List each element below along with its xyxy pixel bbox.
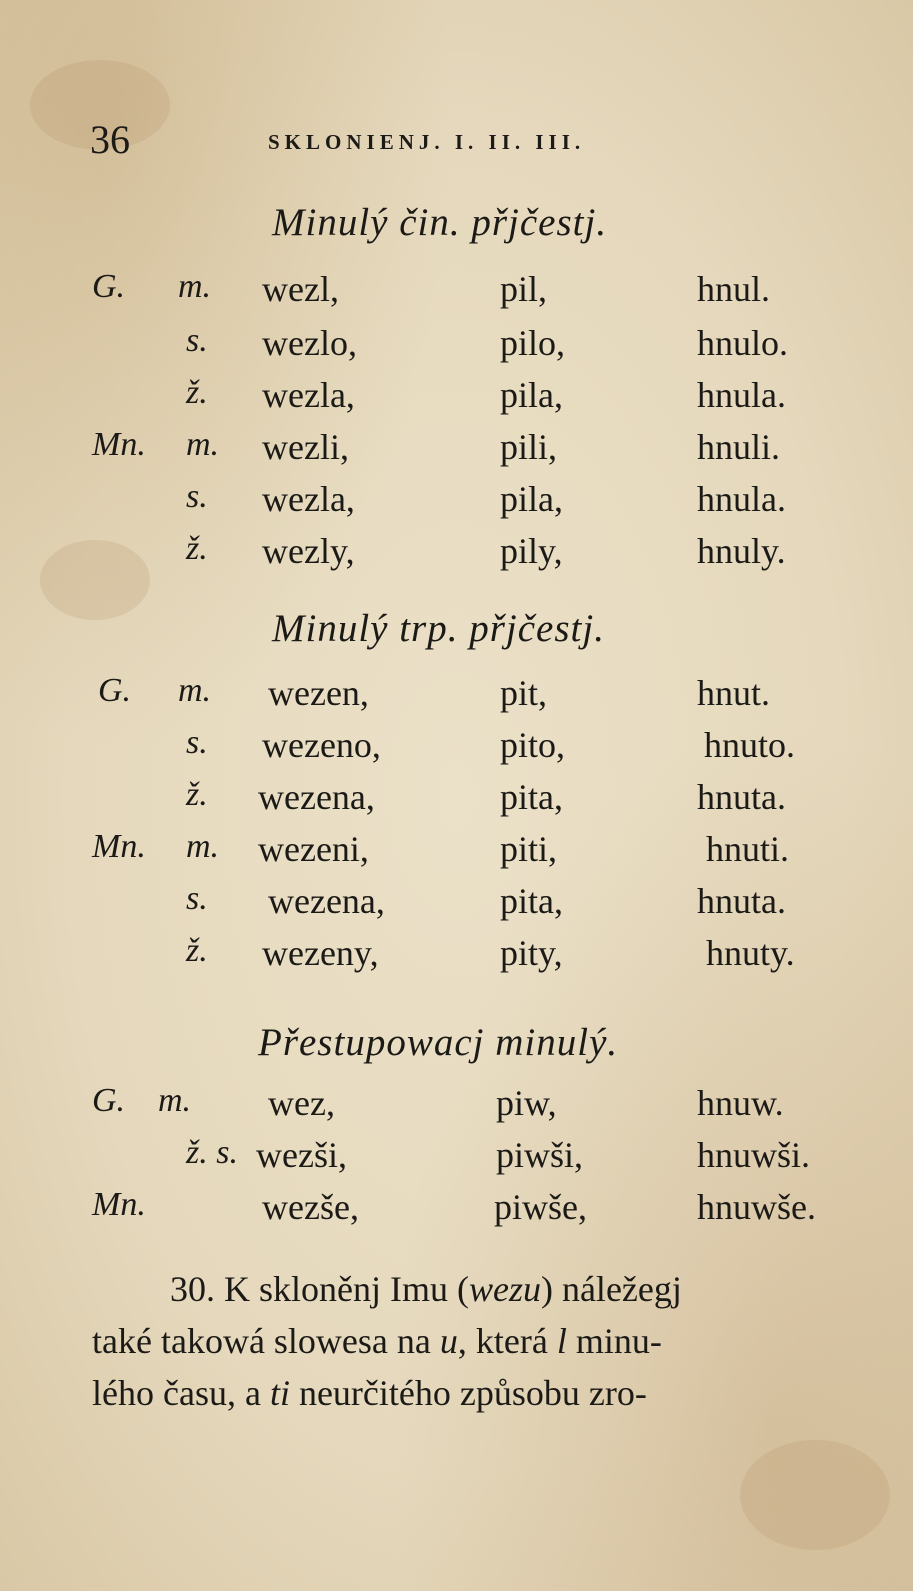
gender-label: m. bbox=[186, 828, 220, 865]
table-row bbox=[0, 530, 913, 582]
form-hnu: hnula. bbox=[697, 375, 786, 415]
table-row bbox=[0, 724, 913, 776]
section-title: Minulý čin. přjčestj. bbox=[272, 201, 608, 244]
table-row bbox=[0, 776, 913, 828]
section-title: Přestupowacj minulý. bbox=[258, 1021, 619, 1064]
table-row bbox=[0, 1134, 913, 1186]
gender-label: m. bbox=[178, 268, 212, 305]
form-hnu: hnuwše. bbox=[697, 1187, 816, 1227]
form-piti: pilo, bbox=[500, 323, 566, 363]
form-wezu: wezše, bbox=[262, 1187, 359, 1227]
table-row bbox=[0, 1082, 913, 1134]
paragraph-text: neurčitého způsobu zro- bbox=[289, 1373, 647, 1413]
gender-label: ž. bbox=[186, 530, 208, 567]
form-piti: pit, bbox=[500, 673, 548, 713]
gender-label: ž. bbox=[186, 374, 208, 411]
gender-label: s. bbox=[186, 478, 208, 515]
section-title: Minulý trp. přjčestj. bbox=[272, 607, 605, 650]
page-number: 36 bbox=[90, 117, 130, 162]
paragraph-text: lého času, a bbox=[92, 1373, 270, 1413]
number-label: Mn. bbox=[92, 426, 146, 463]
form-hnu: hnuto. bbox=[704, 725, 796, 765]
paragraph-text: minu- bbox=[566, 1321, 662, 1361]
gender-label: m. bbox=[186, 426, 220, 463]
form-wezu: wezeni, bbox=[258, 829, 369, 869]
table-row bbox=[0, 426, 913, 478]
form-hnu: hnuta. bbox=[697, 881, 786, 921]
number-label: Mn. bbox=[92, 828, 146, 865]
form-wezu: wezly, bbox=[262, 531, 355, 571]
table-row bbox=[0, 880, 913, 932]
gender-label: s. bbox=[186, 880, 208, 917]
form-piti: piti, bbox=[500, 829, 558, 869]
form-piti: pila, bbox=[500, 375, 563, 415]
form-wezu: wezla, bbox=[262, 479, 355, 519]
form-piti: pita, bbox=[500, 881, 563, 921]
table-row bbox=[0, 1186, 913, 1238]
form-piti: pito, bbox=[500, 725, 566, 765]
gender-label: ž. s. bbox=[186, 1134, 238, 1171]
form-piti: pila, bbox=[500, 479, 563, 519]
form-wezu: wezeny, bbox=[262, 933, 379, 973]
form-hnu: hnul. bbox=[697, 269, 771, 309]
gender-label: s. bbox=[186, 322, 208, 359]
paragraph-text: ) náležegj bbox=[540, 1269, 682, 1309]
number-label: G. bbox=[92, 268, 126, 305]
gender-label: m. bbox=[178, 672, 212, 709]
form-hnu: hnut. bbox=[697, 673, 771, 713]
running-head: SKLONIENJ. I. II. III. bbox=[268, 130, 586, 154]
gender-label: s. bbox=[186, 724, 208, 761]
table-row bbox=[0, 268, 913, 320]
form-piti: pil, bbox=[500, 269, 548, 309]
gender-label: ž. bbox=[186, 932, 208, 969]
form-wezu: wezla, bbox=[262, 375, 355, 415]
number-label: G. bbox=[92, 1082, 126, 1119]
form-piti: pity, bbox=[500, 933, 563, 973]
table-row bbox=[0, 322, 913, 374]
form-wezu: wez, bbox=[268, 1083, 335, 1123]
form-piti: pita, bbox=[500, 777, 563, 817]
form-hnu: hnuli. bbox=[697, 427, 781, 467]
form-hnu: hnuly. bbox=[697, 531, 786, 571]
form-piti: pili, bbox=[500, 427, 558, 467]
form-hnu: hnula. bbox=[697, 479, 786, 519]
paragraph-line bbox=[92, 1372, 850, 1414]
form-wezu: wezlo, bbox=[262, 323, 357, 363]
form-wezu: wezena, bbox=[268, 881, 385, 921]
paragraph-italic: u bbox=[439, 1321, 458, 1361]
form-hnu: hnulo. bbox=[697, 323, 789, 363]
form-hnu: hnuti. bbox=[706, 829, 790, 869]
table-row bbox=[0, 374, 913, 426]
form-wezu: wezena, bbox=[258, 777, 375, 817]
table-row bbox=[0, 932, 913, 984]
form-hnu: hnuty. bbox=[706, 933, 795, 973]
gender-label: ž. bbox=[186, 776, 208, 813]
paper-stain bbox=[740, 1440, 890, 1550]
paragraph-line bbox=[170, 1268, 913, 1310]
paragraph-line bbox=[92, 1320, 850, 1362]
form-wezu: wezl, bbox=[262, 269, 339, 309]
page-header bbox=[90, 108, 790, 168]
form-hnu: hnuwši. bbox=[697, 1135, 811, 1175]
paragraph-text: také takowá slowesa na bbox=[92, 1321, 440, 1361]
table-row bbox=[0, 828, 913, 880]
form-hnu: hnuw. bbox=[697, 1083, 784, 1123]
form-hnu: hnuta. bbox=[697, 777, 786, 817]
paragraph-italic: ti bbox=[269, 1373, 290, 1413]
paragraph-italic: l bbox=[556, 1321, 567, 1361]
form-piti: piwše, bbox=[494, 1187, 587, 1227]
table-row bbox=[0, 478, 913, 530]
paragraph-text: 30. K skloněnj Imu ( bbox=[170, 1269, 469, 1309]
form-wezu: wezeno, bbox=[262, 725, 381, 765]
number-label: G. bbox=[98, 672, 132, 709]
form-piti: piwši, bbox=[496, 1135, 584, 1175]
form-piti: piw, bbox=[496, 1083, 557, 1123]
number-label: Mn. bbox=[92, 1186, 146, 1223]
form-wezu: wezli, bbox=[262, 427, 349, 467]
paragraph-text: , která bbox=[457, 1321, 557, 1361]
form-wezu: wezši, bbox=[256, 1135, 347, 1175]
form-piti: pily, bbox=[500, 531, 563, 571]
table-row bbox=[0, 672, 913, 724]
gender-label: m. bbox=[158, 1082, 192, 1119]
form-wezu: wezen, bbox=[268, 673, 369, 713]
paragraph-italic: wezu bbox=[468, 1269, 541, 1309]
